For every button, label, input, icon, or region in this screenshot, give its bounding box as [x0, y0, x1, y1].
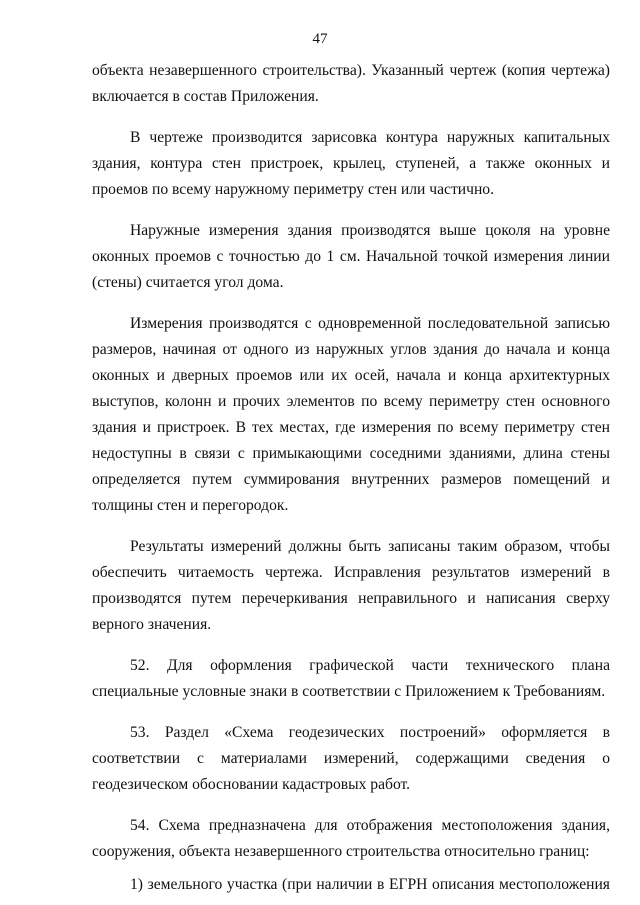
text-line: включается в состав Приложения. [92, 88, 319, 105]
paragraph [92, 125, 610, 203]
text-line: проемов по всему наружному периметру стен или частично. [92, 181, 495, 198]
text-line: здания, контура стен пристроек, крылец, ступеней, а также оконных и [92, 155, 610, 172]
paragraph [92, 872, 610, 898]
text-line: В чертеже производится зарисовка контура наружных капитальных [130, 129, 610, 146]
text-line: соответствии с материалами измерений, содержащими сведения о [92, 750, 610, 767]
paragraph [92, 58, 610, 110]
text-line: Результаты измерений должны быть записаны таким образом, чтобы [130, 538, 610, 555]
paragraph [92, 720, 610, 798]
text-line: специальные условные знаки в соответствии с Приложением к Требованиям. [92, 683, 606, 700]
text-line: сооружения, объекта незавершенного строительства относительно границ: [92, 843, 590, 860]
text-line: выступов, колонн и прочих элементов по всему периметру стен основного [92, 393, 610, 410]
text-line: Наружные измерения здания производятся выше цоколя на уровне [130, 222, 610, 239]
text-line: Измерения производятся с одновременной последовательной записью [130, 315, 610, 332]
text-line: верного значения. [92, 616, 212, 633]
text-line: оконных и дверных проемов или их осей, начала и конца архитектурных [92, 367, 610, 384]
text-line: геодезическом обосновании кадастровых работ. [92, 776, 411, 793]
text-line: объекта незавершенного строительства). Указанный чертеж (копия чертежа) [92, 62, 610, 79]
paragraph [92, 653, 610, 705]
text-line: (стены) считается угол дома. [92, 274, 284, 291]
paragraph [92, 311, 610, 519]
text-line: размеров, начиная от одного из наружных углов здания до начала и конца [92, 341, 610, 358]
text-line: толщины стен и перегородок. [92, 497, 289, 514]
text-line: 53. Раздел «Схема геодезических построений» оформляется в [130, 724, 610, 741]
text-line: 52. Для оформления графической части технического плана [130, 657, 610, 674]
text-line: 1) земельного участка (при наличии в ЕГРН описания местоположения [130, 876, 610, 893]
text-line: оконных проемов с точностью до 1 см. Начальной точкой измерения линии [92, 248, 610, 265]
text-line: определяется путем суммирования внутренних размеров помещений и [92, 471, 610, 488]
text-line: здания и пристроек. В тех местах, где измерения по всему периметру стен [92, 419, 610, 436]
text-line: недоступны в связи с примыкающими соседними зданиями, длина стены [92, 445, 610, 462]
paragraph [92, 813, 610, 865]
paragraph [92, 218, 610, 296]
text-line: производятся путем перечеркивания неправильного и написания сверху [92, 590, 610, 607]
text-line: обеспечить читаемость чертежа. Исправления результатов измерений в [92, 564, 610, 581]
text-line: 54. Схема предназначена для отображения местоположения здания, [130, 817, 610, 834]
paragraph [92, 534, 610, 638]
document-body [92, 58, 610, 898]
page-number: 47 [312, 31, 328, 47]
